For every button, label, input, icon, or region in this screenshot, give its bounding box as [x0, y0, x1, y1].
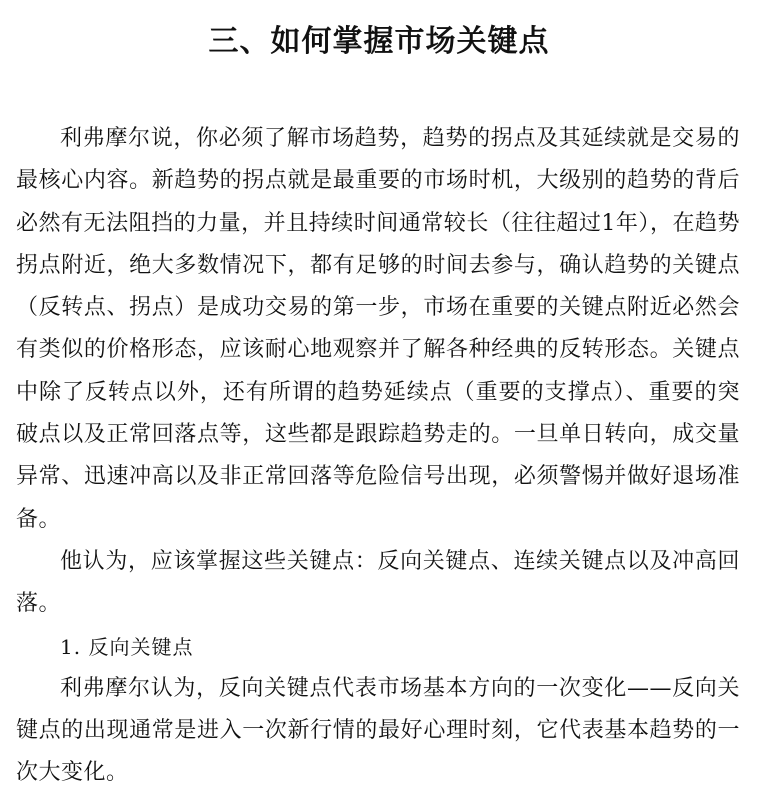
paragraph-reverse-key-point: 利弗摩尔认为，反向关键点代表市场基本方向的一次变化——反向关键点的出现通常是进入一次新行情的最好心理时刻，它代表基本趋势的一次大变化。: [16, 675, 740, 786]
paragraph-key-points: 他认为，应该掌握这些关键点：反向关键点、连续关键点以及冲高回落。: [16, 548, 740, 617]
paragraph-intro: 利弗摩尔说，你必须了解市场趋势，趋势的拐点及其延续就是交易的最核心内容。新趋势的拐点就是最重要的市场时机，大级别的趋势的背后必然有无法阻挡的力量，并且持续时间通常较长（往往超过1年），在趋势拐点附近，绝大多数情况下，都有足够的时间去参与，确认趋势的关键点（反转点、拐点）是成功交易的第一步，市场在重要的关键点附近必然会有类似的价格形态，应该耐心地观察并了解各种经典的反转形态。关键点中除了反转点以外，还有所谓的趋势延续点（重要的支撑点）、重要的突破点以及正常回落点等，这些都是跟踪趋势走的。一旦单日转向，成交量异常、迅速冲高以及非正常回落等危险信号出现，必须警惕并做好退场准备。: [16, 126, 740, 532]
page-title: 三、如何掌握市场关键点: [208, 24, 550, 60]
section-heading-reverse-key-point: 1. 反向关键点: [60, 634, 194, 659]
document-body: [16, 118, 740, 795]
